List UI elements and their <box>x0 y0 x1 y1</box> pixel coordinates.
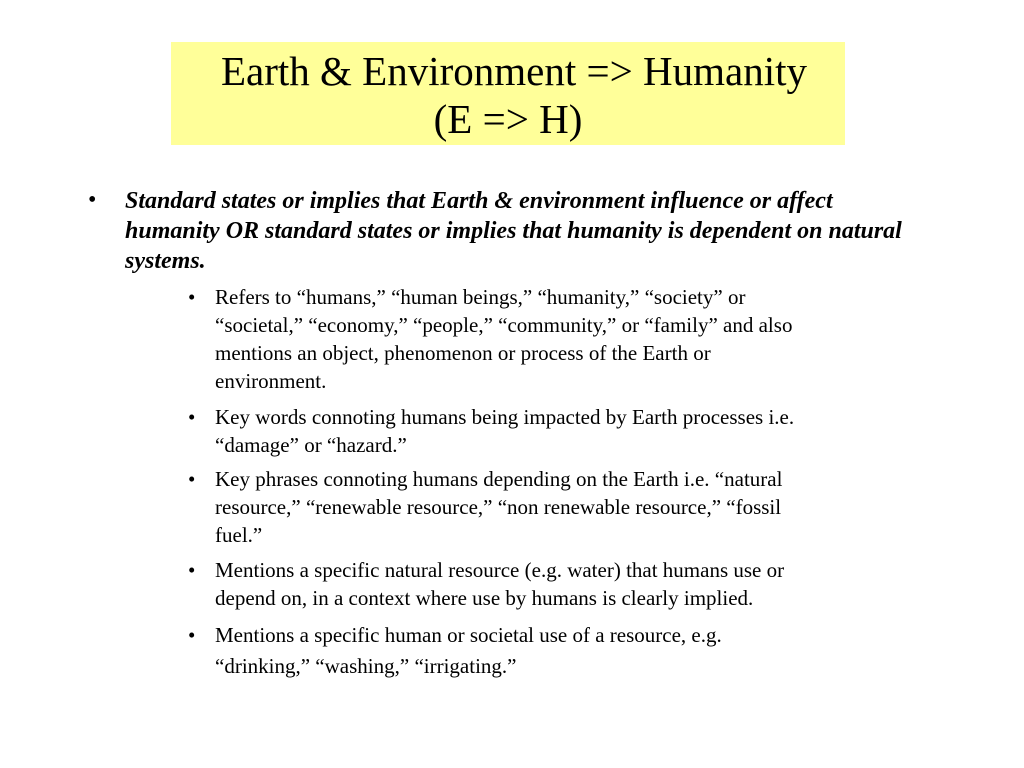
sub-bullet-marker: • <box>188 467 196 491</box>
list-item-line: fuel.” <box>215 523 263 547</box>
list-item <box>188 621 948 683</box>
slide-title-abbreviation: (E => H) <box>433 96 583 142</box>
list-item-line: “societal,” “economy,” “people,” “community,” or “family” and also <box>215 313 793 337</box>
list-item-line: mentions an object, phenomenon or process of the Earth or <box>215 341 711 365</box>
list-item-line: Mentions a specific natural resource (e.g. water) that humans use or <box>215 558 785 582</box>
list-item-line: environment. <box>215 369 327 393</box>
sub-bullet-marker: • <box>188 623 196 647</box>
list-item-line: resource,” “renewable resource,” “non renewable resource,” “fossil <box>215 495 782 519</box>
sub-bullet-marker: • <box>188 285 196 309</box>
criteria-sub-list <box>188 283 948 683</box>
list-item-line: Key words connoting humans being impacted by Earth processes i.e. <box>215 405 795 429</box>
sub-bullet-marker: • <box>188 405 196 429</box>
list-item-line: “drinking,” “washing,” “irrigating.” <box>215 654 517 678</box>
sub-bullet-marker: • <box>188 558 196 582</box>
list-item-line: Refers to “humans,” “human beings,” “humanity,” “society” or <box>215 285 746 309</box>
list-item <box>188 283 948 395</box>
list-item-line: Key phrases connoting humans depending on the Earth i.e. “natural <box>215 467 783 491</box>
main-criterion-text: Standard states or implies that Earth & environment influence or affect humanity OR standard states or implies that humanity is dependent on natural systems. <box>125 188 902 274</box>
list-item-line: Mentions a specific human or societal use of a resource, e.g. <box>215 623 722 647</box>
slide-title-box <box>171 42 845 145</box>
list-item <box>188 403 948 459</box>
slide-title: Earth & Environment => Humanity <box>221 48 807 94</box>
list-item-line: depend on, in a context where use by humans is clearly implied. <box>215 586 754 610</box>
list-item <box>188 465 948 549</box>
list-item-line: “damage” or “hazard.” <box>215 433 407 457</box>
list-item <box>188 556 948 612</box>
main-bullet-marker: • <box>88 187 97 213</box>
